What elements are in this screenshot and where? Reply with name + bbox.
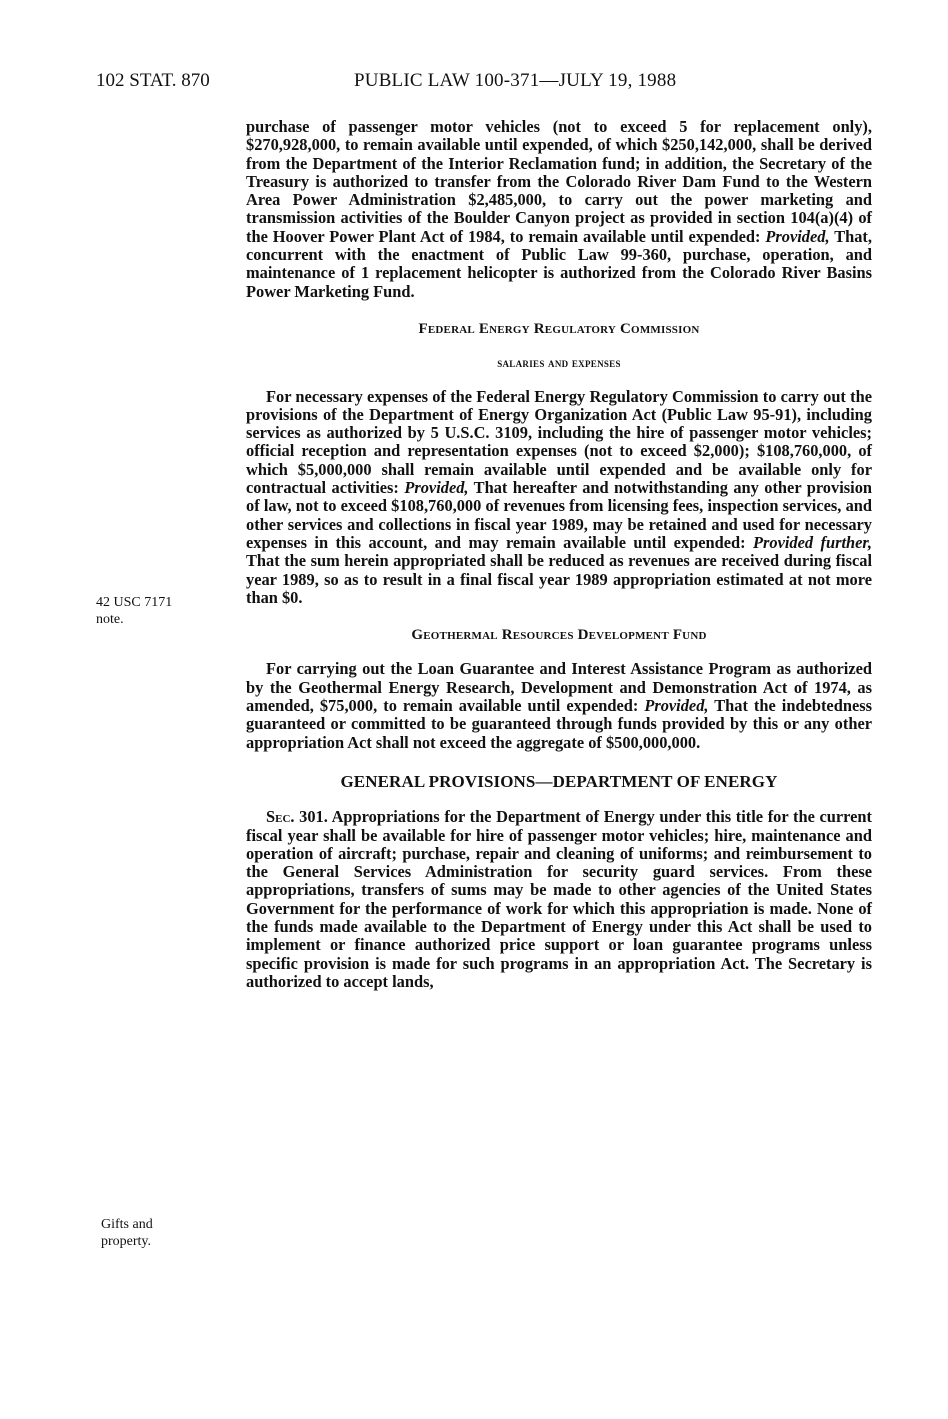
ferc-subheading: salaries and expenses [497,356,621,371]
geothermal-provided: Provided, [644,696,709,716]
page-header [96,70,876,100]
geothermal-heading: Geothermal Resources Development Fund [411,627,707,644]
margin-note-usc-line2: note. [96,612,124,627]
sec-301-label: Sec. 301. [266,807,328,827]
margin-note-gifts [101,1216,153,1250]
stat-page-number: 102 STAT. 870 [96,70,210,91]
ferc-paragraph [246,388,872,608]
para1-text-b: That, concurrent with the enactment of Public Law 99-360, purchase, operation, and maintenance of 1 replacement helicopter is authorized from the Colorado River Basins Power Marketing Fund. [246,226,872,301]
margin-note-gifts-line2: property. [101,1234,152,1249]
ferc-provided-1: Provided, [404,478,469,498]
general-provisions-heading: GENERAL PROVISIONS—DEPARTMENT OF ENERGY [340,771,778,791]
margin-note-usc-line1: 42 USC 7171 [96,595,173,610]
continued-paragraph [246,118,872,301]
ferc-text-a: For necessary expenses of the Federal Energy Regulatory Commission to carry out the provisions of the Department of Energy Organization Act (Public Law 95-91), including services as authorized by 5 U.S.C. 3109, including the hire of passenger motor vehicles; official reception and representation expenses (not to exceed $2,000); $108,760,000, of which $5,000,000 shall remain available until expended and be available only for contractual activities: [246,386,872,498]
para1-provided: Provided, [765,226,830,246]
geothermal-text-a: For carrying out the Loan Guarantee and Interest Assistance Program as authorized by the Geothermal Energy Research, Development and Demonstration Act of 1974, as amended, $75,000, to remain available until expended: [246,659,872,716]
ferc-text-b: That hereafter and notwithstanding any other provision of law, not to exceed $108,760,000 of revenues from licensing fees, inspection services, and other services and collections in fiscal year 1989, may be retained and used for necessary expenses in this account, and may remain available until expended: [246,478,872,552]
running-head-law: PUBLIC LAW 100-371—JULY 19, 1988 [354,70,677,91]
margin-note-usc [96,594,172,628]
sec-301-paragraph [246,808,872,991]
geothermal-paragraph [246,660,872,751]
ferc-provided-2: Provided further, [753,532,872,552]
para1-text-a: purchase of passenger motor vehicles (not to exceed 5 for replacement only), $270,928,000, to remain available until expended, of which $250,142,000, shall be derived from the Department of the Interior Reclamation fund; in addition, the Secretary of the Treasury is authorized to transfer from the Colorado River Dam Fund to the Western Area Power Administration $2,485,000, to carry out the power marketing and transmission activities of the Boulder Canyon project as provided in section 104(a)(4) of the Hoover Power Plant Act of 1984, to remain available until expended: [246,117,872,246]
main-text-column [246,118,872,991]
margin-note-gifts-line1: Gifts and [101,1217,153,1232]
sec-301-text: Appropriations for the Department of Energy under this title for the current fiscal year shall be available for hire of passenger motor vehicles; hire, maintenance and operation of aircraft; purchase, repair and cleaning of uniforms; and reimbursement to the General Services Administration for security guard services. From these appropriations, transfers of sums may be made to other agencies of the United States Government for the performance of work for which this appropriation is made. None of the funds made available to the Department of Energy under this Act shall be used to implement or finance authorized price support or loan guarantee programs unless specific provision is made for such programs in an appropriation Act. The Secretary is authorized to accept lands, [246,807,873,991]
geothermal-text-b: That the indebtedness guaranteed or committed to be guaranteed through funds provided by this or any other appropriation Act shall not exceed the aggregate of $500,000,000. [246,696,872,752]
ferc-heading: Federal Energy Regulatory Commission [418,320,700,337]
ferc-text-c: That the sum herein appropriated shall be reduced as revenues are received during fiscal year 1989, so as to result in a final fiscal year 1989 appropriation estimated at not more than $0. [246,551,872,607]
